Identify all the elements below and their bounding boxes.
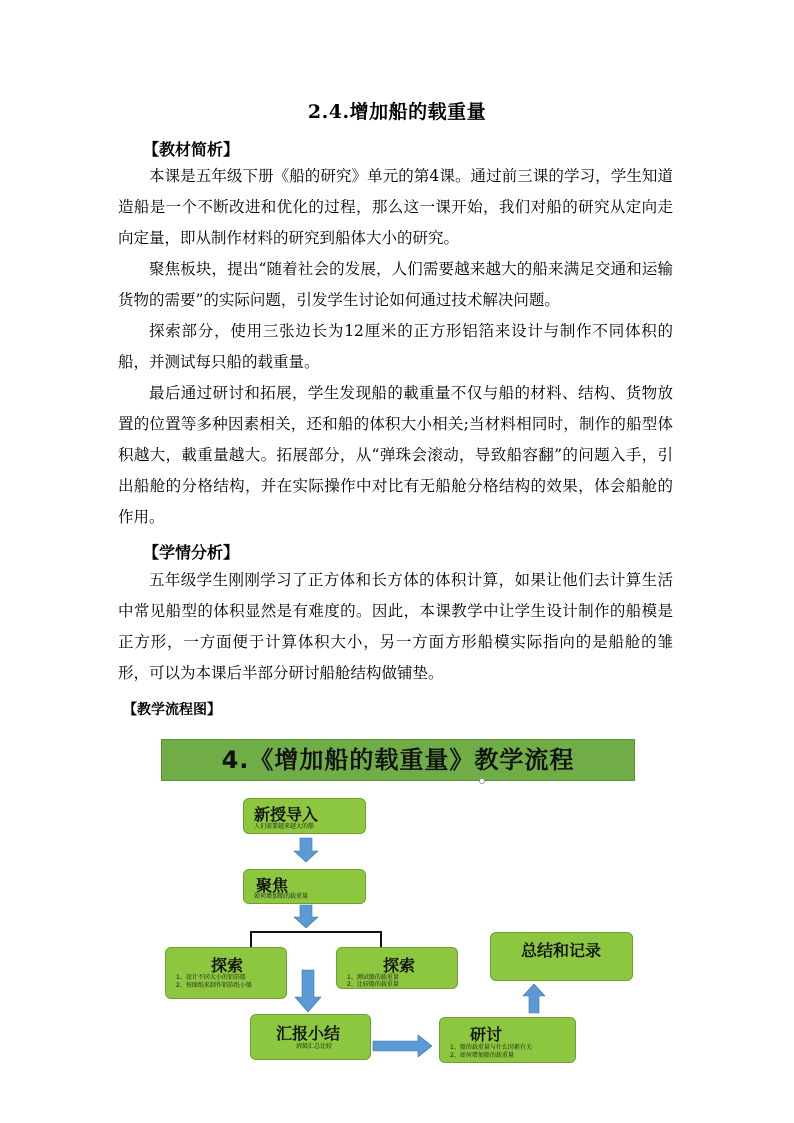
flow-box-title: 探索 [383, 956, 416, 975]
flow-box-title: 研讨 [470, 1025, 503, 1044]
flow-box-discuss [439, 1017, 576, 1063]
flow-box-subtitle: 班级汇总比较 [296, 1043, 333, 1050]
flow-box-report [250, 1014, 371, 1060]
paragraph: 探索部分，使用三张边长为12厘米的正方形铝箔来设计与制作不同体积的船，并测试每只船的载重量。 [118, 322, 673, 371]
flow-box-summary [490, 932, 633, 981]
paragraph: 最后通过研讨和拓展，学生发现船的載重量不仅与船的材料、结构、货物放置的位置等多种因素相关，还和船的体积大小相关;当材料相同时，制作的船型体积越大，載重量越大。拓展部分，从“弹珠会滚动，导致船容翻”的问题入手，引出船舱的分格结构，并在实际操作中对比有无船舱分格结构的效果，体会船舱的作用。 [118, 384, 673, 526]
flowchart-banner: 4.《增加船的载重量》教学流程 [161, 739, 635, 781]
flow-box-explore-design [165, 947, 287, 999]
flow-box-title: 聚焦 [256, 876, 289, 895]
flow-box-subtitle: 1、设计不同大小的铝箔船 [176, 974, 246, 981]
flow-box-title: 汇报小结 [276, 1024, 341, 1043]
flow-box-title: 新授导入 [254, 805, 319, 824]
flow-box-subtitle: 2、如何增加船的载重量 [450, 1052, 514, 1059]
up-arrow [523, 984, 545, 1013]
down-arrow [294, 905, 318, 928]
paragraph: 本课是五年级下册《船的研究》单元的第4课。通过前三课的学习，学生知道造船是一个不断改进和优化的过程，那么这一课开始，我们对船的研究从定向走向定量，即从制作材料的研究到船体大小的研究。 [118, 167, 673, 247]
flow-box-title: 探索 [211, 956, 244, 975]
flow-box-subtitle: 1、测试船的载重量 [347, 974, 399, 981]
flow-box-subtitle: 2、比较船的载重量 [347, 981, 399, 988]
page-title: 2.4.增加船的载重量 [307, 101, 487, 123]
flow-box-subtitle: 1、船的载重量与什么因素有关 [450, 1044, 532, 1051]
paragraph: 聚焦板块，提出“随着社会的发展，人们需要越来越大的船来满足交通和运输货物的需要”的实际问题，引发学生讨论如何通过技术解决问题。 [118, 260, 673, 309]
right-arrow [373, 1035, 432, 1057]
flow-box-title: 总结和记录 [521, 941, 602, 960]
flow-box-intro [243, 798, 366, 834]
flow-box-subtitle: 人们需要越来越大的船 [254, 823, 315, 830]
flow-box-subtitle: 如何增加船的载重量 [254, 893, 309, 900]
flow-box-subtitle: 2、按图纸来制作铝箔纸小船 [176, 982, 252, 989]
flow-box-focus [243, 869, 366, 904]
flow-box-explore-test [336, 947, 458, 989]
paragraph: 五年级学生刚刚学习了正方体和长方体的体积计算，如果让他们去计算生活中常见船型的体积显然是有难度的。因此，本课教学中让学生设计制作的船模是正方形，一方面便于计算体积大小，另一方面方形船模实际指向的是船舱的雏形，可以为本课后半部分研讨船舱结构做铺垫。 [118, 571, 673, 682]
section-heading-students: 【学情分析】 [143, 543, 240, 562]
branch-connector [251, 932, 381, 947]
down-arrow [295, 970, 321, 1012]
down-arrow [294, 838, 318, 862]
flowchart-heading: 【教学流程图】 [123, 702, 221, 718]
section-heading-textbook: 【教材简析】 [143, 140, 240, 159]
